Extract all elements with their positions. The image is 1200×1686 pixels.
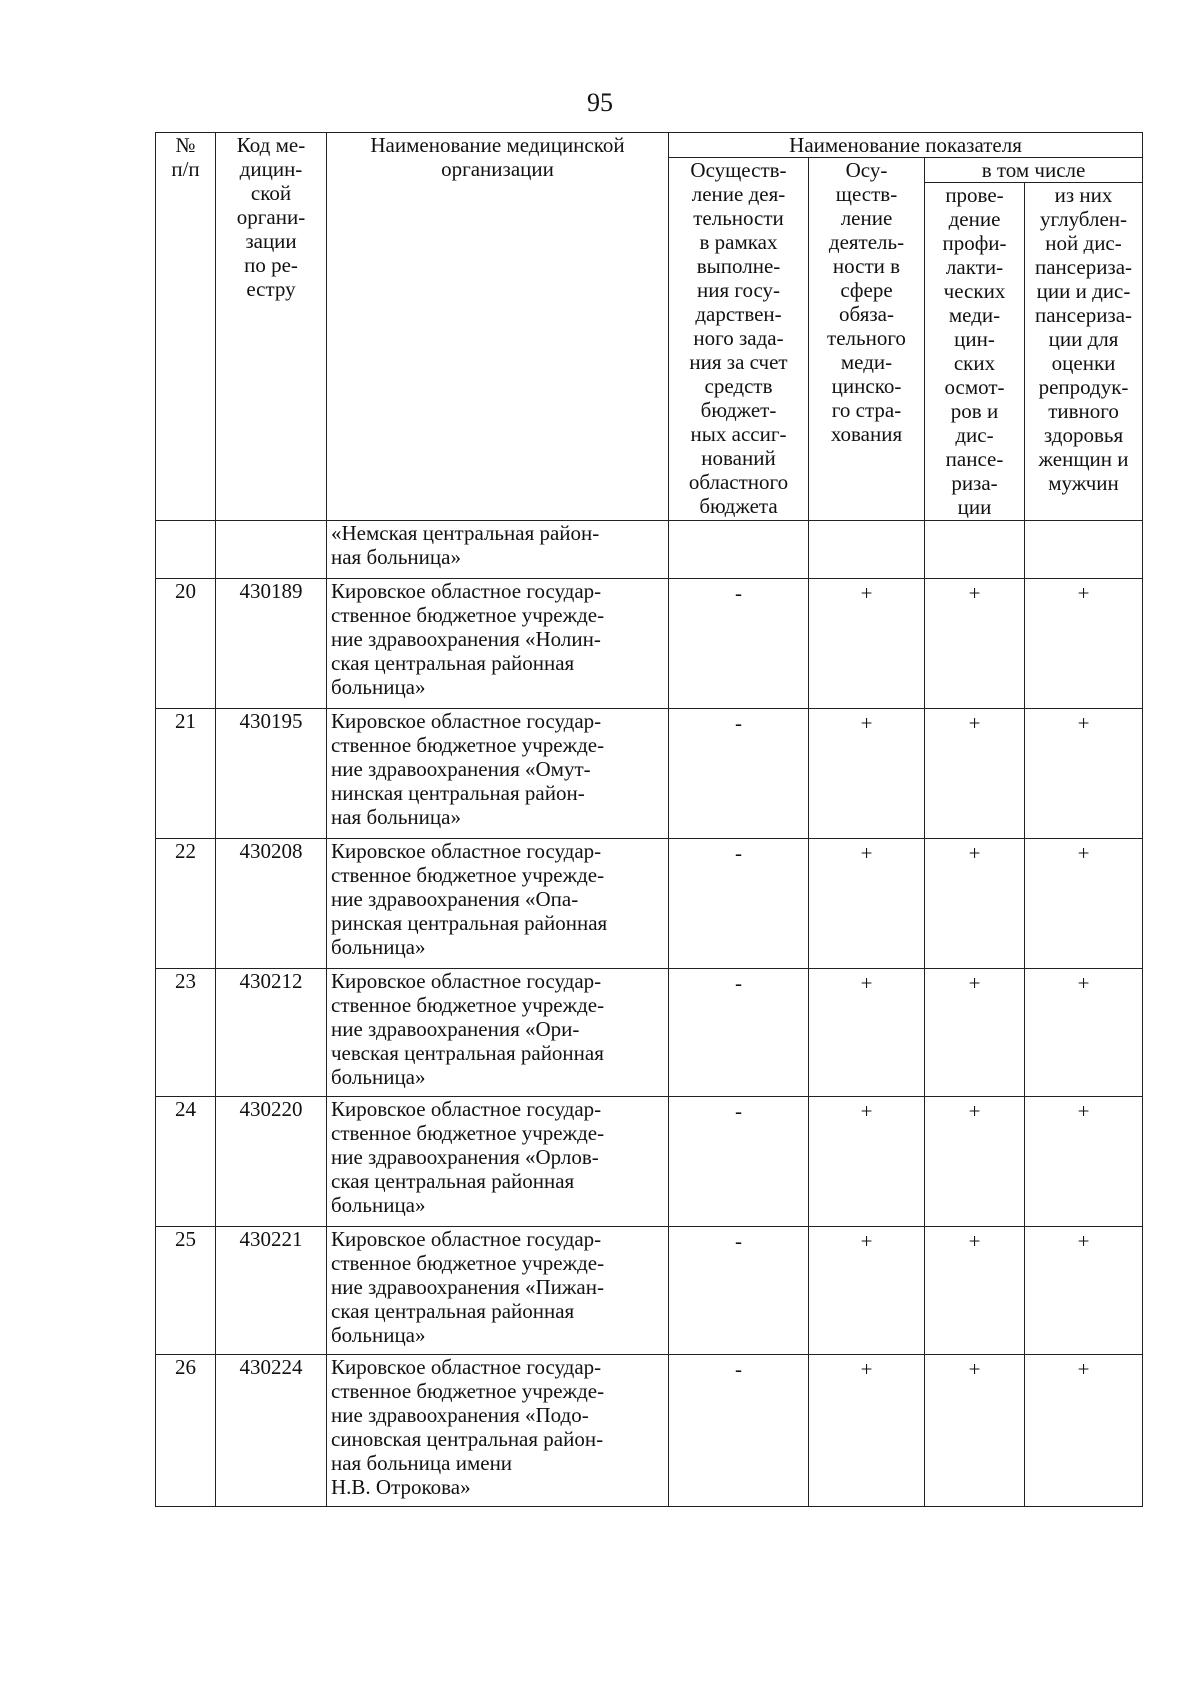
text-line: риза- bbox=[951, 471, 998, 495]
text-line: ческих bbox=[943, 279, 1006, 303]
indicator-prof bbox=[925, 969, 1025, 1097]
indicator-prof-mark: + bbox=[968, 1099, 981, 1123]
indicator-oms bbox=[809, 969, 925, 1097]
indicator-budget bbox=[669, 1097, 809, 1227]
text-line: ного зада- bbox=[693, 326, 784, 350]
text-line: прове- bbox=[945, 183, 1004, 207]
indicator-budget-mark: - bbox=[735, 971, 742, 995]
table-row bbox=[156, 1097, 1143, 1227]
table-row bbox=[156, 1355, 1143, 1507]
indicator-repro-mark: + bbox=[1077, 1099, 1090, 1123]
text-line: средств bbox=[704, 374, 773, 398]
text-line: профи- bbox=[942, 231, 1007, 255]
org-name-line: ние здравоохранения «Нолин- bbox=[331, 627, 601, 651]
text-line: тельного bbox=[827, 326, 906, 350]
table-row bbox=[156, 839, 1143, 969]
org-name-line: ственное бюджетное учрежде- bbox=[331, 1379, 605, 1403]
text-line: выполне- bbox=[696, 254, 781, 278]
indicator-oms bbox=[809, 579, 925, 709]
indicator-oms bbox=[809, 709, 925, 839]
continuation-prof bbox=[925, 521, 1025, 579]
text-line: зации bbox=[245, 229, 297, 253]
indicator-repro-mark: + bbox=[1077, 1229, 1090, 1253]
text-line: естру bbox=[246, 277, 296, 301]
org-name-line: ственное бюджетное учрежде- bbox=[331, 863, 605, 887]
row-number: 24 bbox=[156, 1097, 216, 1227]
org-name-line: Кировское областное государ- bbox=[331, 839, 602, 863]
continuation-row bbox=[156, 521, 1143, 579]
indicator-prof bbox=[925, 1227, 1025, 1355]
org-name-line: ние здравоохранения «Опа- bbox=[331, 887, 579, 911]
text-line: бюджета bbox=[699, 494, 778, 518]
continuation-code bbox=[216, 521, 327, 579]
text-line: оценки bbox=[1051, 351, 1116, 375]
row-number: 20 bbox=[156, 579, 216, 709]
indicator-budget bbox=[669, 1227, 809, 1355]
org-name-line: ние здравоохранения «Ори- bbox=[331, 1017, 580, 1041]
indicator-oms-mark: + bbox=[860, 711, 873, 735]
text-line: меди- bbox=[840, 350, 893, 374]
header-budget bbox=[669, 158, 809, 521]
text-line: углублен- bbox=[1040, 207, 1127, 231]
indicator-repro-mark: + bbox=[1077, 711, 1090, 735]
indicator-budget-mark: - bbox=[735, 1099, 742, 1123]
indicator-budget-mark: - bbox=[735, 841, 742, 865]
org-code: 430195 bbox=[216, 709, 327, 839]
text-line: деятель- bbox=[828, 230, 905, 254]
org-name-line: Кировское областное государ- bbox=[331, 579, 602, 603]
indicator-prof-mark: + bbox=[968, 1357, 981, 1381]
text-line: пансериза- bbox=[1035, 303, 1133, 327]
table-row bbox=[156, 1227, 1143, 1355]
header-indicator: Наименование показателя bbox=[669, 133, 1143, 158]
text-line: ществ- bbox=[835, 182, 898, 206]
indicator-repro bbox=[1025, 1227, 1143, 1355]
text-line: тивного bbox=[1048, 399, 1119, 423]
org-name bbox=[327, 1355, 669, 1507]
indicator-budget bbox=[669, 579, 809, 709]
indicator-budget bbox=[669, 1355, 809, 1507]
org-code: 430221 bbox=[216, 1227, 327, 1355]
text-line: пансе- bbox=[945, 447, 1004, 471]
text-line: по ре- bbox=[244, 253, 298, 277]
header-repro bbox=[1025, 183, 1143, 521]
continuation-repro bbox=[1025, 521, 1143, 579]
text-line: ных ассиг- bbox=[690, 422, 787, 446]
text-line: ской bbox=[250, 181, 292, 205]
org-name-line: ственное бюджетное учрежде- bbox=[331, 1251, 605, 1275]
text-line: ной дис- bbox=[1045, 231, 1122, 255]
org-name-line: ная больница имени bbox=[331, 1451, 513, 1475]
org-name-line: чевская центральная районная bbox=[331, 1041, 604, 1065]
org-name-line: ская центральная районная bbox=[331, 1169, 575, 1193]
org-name bbox=[327, 1097, 669, 1227]
org-code: 430224 bbox=[216, 1355, 327, 1507]
text-line: го стра- bbox=[831, 398, 902, 422]
indicator-oms-mark: + bbox=[860, 1357, 873, 1381]
row-number: 25 bbox=[156, 1227, 216, 1355]
org-name-line: Н.В. Отрокова» bbox=[331, 1475, 471, 1499]
indicator-oms bbox=[809, 1355, 925, 1507]
indicator-oms-mark: + bbox=[860, 1099, 873, 1123]
header-code bbox=[216, 133, 327, 521]
text-line: ная больница» bbox=[331, 545, 461, 569]
text-line: из них bbox=[1054, 183, 1113, 207]
org-name-line: Кировское областное государ- bbox=[331, 969, 602, 993]
row-number: 26 bbox=[156, 1355, 216, 1507]
text-line: цинско- bbox=[831, 374, 902, 398]
org-name-line: ственное бюджетное учрежде- bbox=[331, 603, 605, 627]
text-line: «Немская центральная район- bbox=[331, 521, 600, 545]
indicator-repro-mark: + bbox=[1077, 581, 1090, 605]
indicator-repro bbox=[1025, 1097, 1143, 1227]
data-rows bbox=[156, 579, 1143, 1507]
org-name-line: ственное бюджетное учрежде- bbox=[331, 1121, 605, 1145]
org-name-line: ние здравоохранения «Омут- bbox=[331, 757, 591, 781]
indicator-budget-mark: - bbox=[735, 1357, 742, 1381]
indicator-budget-mark: - bbox=[735, 711, 742, 735]
indicator-oms-mark: + bbox=[860, 581, 873, 605]
org-name-line: ственное бюджетное учрежде- bbox=[331, 733, 605, 757]
org-name-line: ская центральная районная bbox=[331, 1299, 575, 1323]
org-code: 430208 bbox=[216, 839, 327, 969]
indicator-oms-mark: + bbox=[860, 841, 873, 865]
header-row-1 bbox=[156, 133, 1143, 158]
indicator-oms bbox=[809, 1227, 925, 1355]
text-line: ния госу- bbox=[696, 278, 781, 302]
indicator-prof-mark: + bbox=[968, 1229, 981, 1253]
text-line: дицин- bbox=[239, 157, 303, 181]
org-name-line: больница» bbox=[331, 935, 426, 959]
indicator-oms-mark: + bbox=[860, 1229, 873, 1253]
table-row bbox=[156, 969, 1143, 1097]
text-line: п/п bbox=[171, 157, 200, 181]
text-line: органи- bbox=[236, 205, 306, 229]
text-line: ции bbox=[957, 495, 992, 519]
row-number: 23 bbox=[156, 969, 216, 1097]
org-name-line: Кировское областное государ- bbox=[331, 709, 602, 733]
indicator-budget bbox=[669, 969, 809, 1097]
text-line: областного bbox=[688, 470, 789, 494]
text-line: женщин и bbox=[1038, 447, 1129, 471]
text-line: здоровья bbox=[1043, 423, 1124, 447]
text-line: осмот- bbox=[944, 375, 1005, 399]
continuation-num bbox=[156, 521, 216, 579]
indicator-repro bbox=[1025, 1355, 1143, 1507]
text-line: бюджет- bbox=[700, 398, 777, 422]
text-line: в рамках bbox=[699, 230, 778, 254]
text-line: тельности bbox=[693, 206, 784, 230]
header-num bbox=[156, 133, 216, 521]
org-name-line: ние здравоохранения «Пижан- bbox=[331, 1275, 604, 1299]
org-name-line: Кировское областное государ- bbox=[331, 1227, 602, 1251]
text-line: сфере bbox=[840, 278, 893, 302]
org-name-line: синовская центральная район- bbox=[331, 1427, 604, 1451]
indicator-repro-mark: + bbox=[1077, 971, 1090, 995]
org-name-line: Кировское областное государ- bbox=[331, 1097, 602, 1121]
table-row bbox=[156, 579, 1143, 709]
indicator-repro bbox=[1025, 579, 1143, 709]
page-number: 95 bbox=[587, 88, 613, 117]
text-line: Код ме- bbox=[236, 133, 306, 157]
org-name-line: ние здравоохранения «Орлов- bbox=[331, 1145, 599, 1169]
header-oms bbox=[809, 158, 925, 521]
indicator-repro-mark: + bbox=[1077, 1357, 1090, 1381]
text-line: меди- bbox=[948, 303, 1001, 327]
continuation-name bbox=[327, 521, 669, 579]
org-name-line: ная больница» bbox=[331, 805, 461, 829]
indicator-prof bbox=[925, 1355, 1025, 1507]
text-line: ление bbox=[840, 206, 893, 230]
indicator-repro bbox=[1025, 709, 1143, 839]
text-line: № bbox=[175, 133, 196, 157]
text-line: ности в bbox=[832, 254, 901, 278]
org-name-line: нинская центральная район- bbox=[331, 781, 585, 805]
org-code: 430220 bbox=[216, 1097, 327, 1227]
indicator-repro bbox=[1025, 969, 1143, 1097]
text-line: Наименование медицинской bbox=[370, 133, 625, 157]
text-line: хования bbox=[830, 422, 903, 446]
text-line: ление дея- bbox=[691, 182, 786, 206]
header-name bbox=[327, 133, 669, 521]
text-line: Осу- bbox=[845, 158, 888, 182]
indicator-prof bbox=[925, 1097, 1025, 1227]
text-line: дарствен- bbox=[695, 302, 782, 326]
header-prof bbox=[925, 183, 1025, 521]
text-line: пансериза- bbox=[1035, 255, 1133, 279]
text-line: ции и дис- bbox=[1036, 279, 1131, 303]
org-name bbox=[327, 1227, 669, 1355]
indicator-budget bbox=[669, 709, 809, 839]
org-name-line: больница» bbox=[331, 1193, 426, 1217]
org-name-line: больница» bbox=[331, 1323, 426, 1347]
org-name-line: Кировское областное государ- bbox=[331, 1355, 602, 1379]
text-line: дение bbox=[948, 207, 1001, 231]
text-line: репродук- bbox=[1038, 375, 1129, 399]
indicator-prof bbox=[925, 709, 1025, 839]
continuation-budget bbox=[669, 521, 809, 579]
indicator-oms-mark: + bbox=[860, 971, 873, 995]
indicator-prof-mark: + bbox=[968, 711, 981, 735]
text-line: ния за счет bbox=[689, 350, 788, 374]
text-line: ции для bbox=[1048, 327, 1119, 351]
row-number: 21 bbox=[156, 709, 216, 839]
text-line: мужчин bbox=[1048, 471, 1119, 495]
row-number: 22 bbox=[156, 839, 216, 969]
org-name-line: ние здравоохранения «Подо- bbox=[331, 1403, 589, 1427]
text-line: организации bbox=[441, 157, 554, 181]
text-line: обяза- bbox=[839, 302, 894, 326]
org-name bbox=[327, 579, 669, 709]
org-name-line: ственное бюджетное учрежде- bbox=[331, 993, 605, 1017]
org-name bbox=[327, 969, 669, 1097]
org-name-line: больница» bbox=[331, 675, 426, 699]
indicator-budget bbox=[669, 839, 809, 969]
text-line: нований bbox=[701, 446, 776, 470]
text-line: ров и bbox=[950, 399, 999, 423]
indicator-oms bbox=[809, 1097, 925, 1227]
header-including: в том числе bbox=[925, 158, 1143, 183]
indicator-repro bbox=[1025, 839, 1143, 969]
table-row bbox=[156, 709, 1143, 839]
text-line: дис- bbox=[955, 423, 994, 447]
org-code: 430212 bbox=[216, 969, 327, 1097]
indicator-prof bbox=[925, 839, 1025, 969]
indicator-oms bbox=[809, 839, 925, 969]
org-name bbox=[327, 839, 669, 969]
indicator-prof bbox=[925, 579, 1025, 709]
text-line: ских bbox=[953, 351, 996, 375]
indicator-budget-mark: - bbox=[735, 581, 742, 605]
org-name bbox=[327, 709, 669, 839]
org-name-line: ская центральная районная bbox=[331, 651, 575, 675]
indicator-prof-mark: + bbox=[968, 841, 981, 865]
org-name-line: ринская центральная районная bbox=[331, 911, 608, 935]
indicator-prof-mark: + bbox=[968, 581, 981, 605]
text-line: Осуществ- bbox=[690, 158, 787, 182]
indicator-prof-mark: + bbox=[968, 971, 981, 995]
org-code: 430189 bbox=[216, 579, 327, 709]
organizations-table bbox=[155, 132, 1143, 1507]
indicator-repro-mark: + bbox=[1077, 841, 1090, 865]
text-line: лакти- bbox=[945, 255, 1004, 279]
text-line: цин- bbox=[954, 327, 995, 351]
indicator-budget-mark: - bbox=[735, 1229, 742, 1253]
org-name-line: больница» bbox=[331, 1065, 426, 1089]
continuation-oms bbox=[809, 521, 925, 579]
